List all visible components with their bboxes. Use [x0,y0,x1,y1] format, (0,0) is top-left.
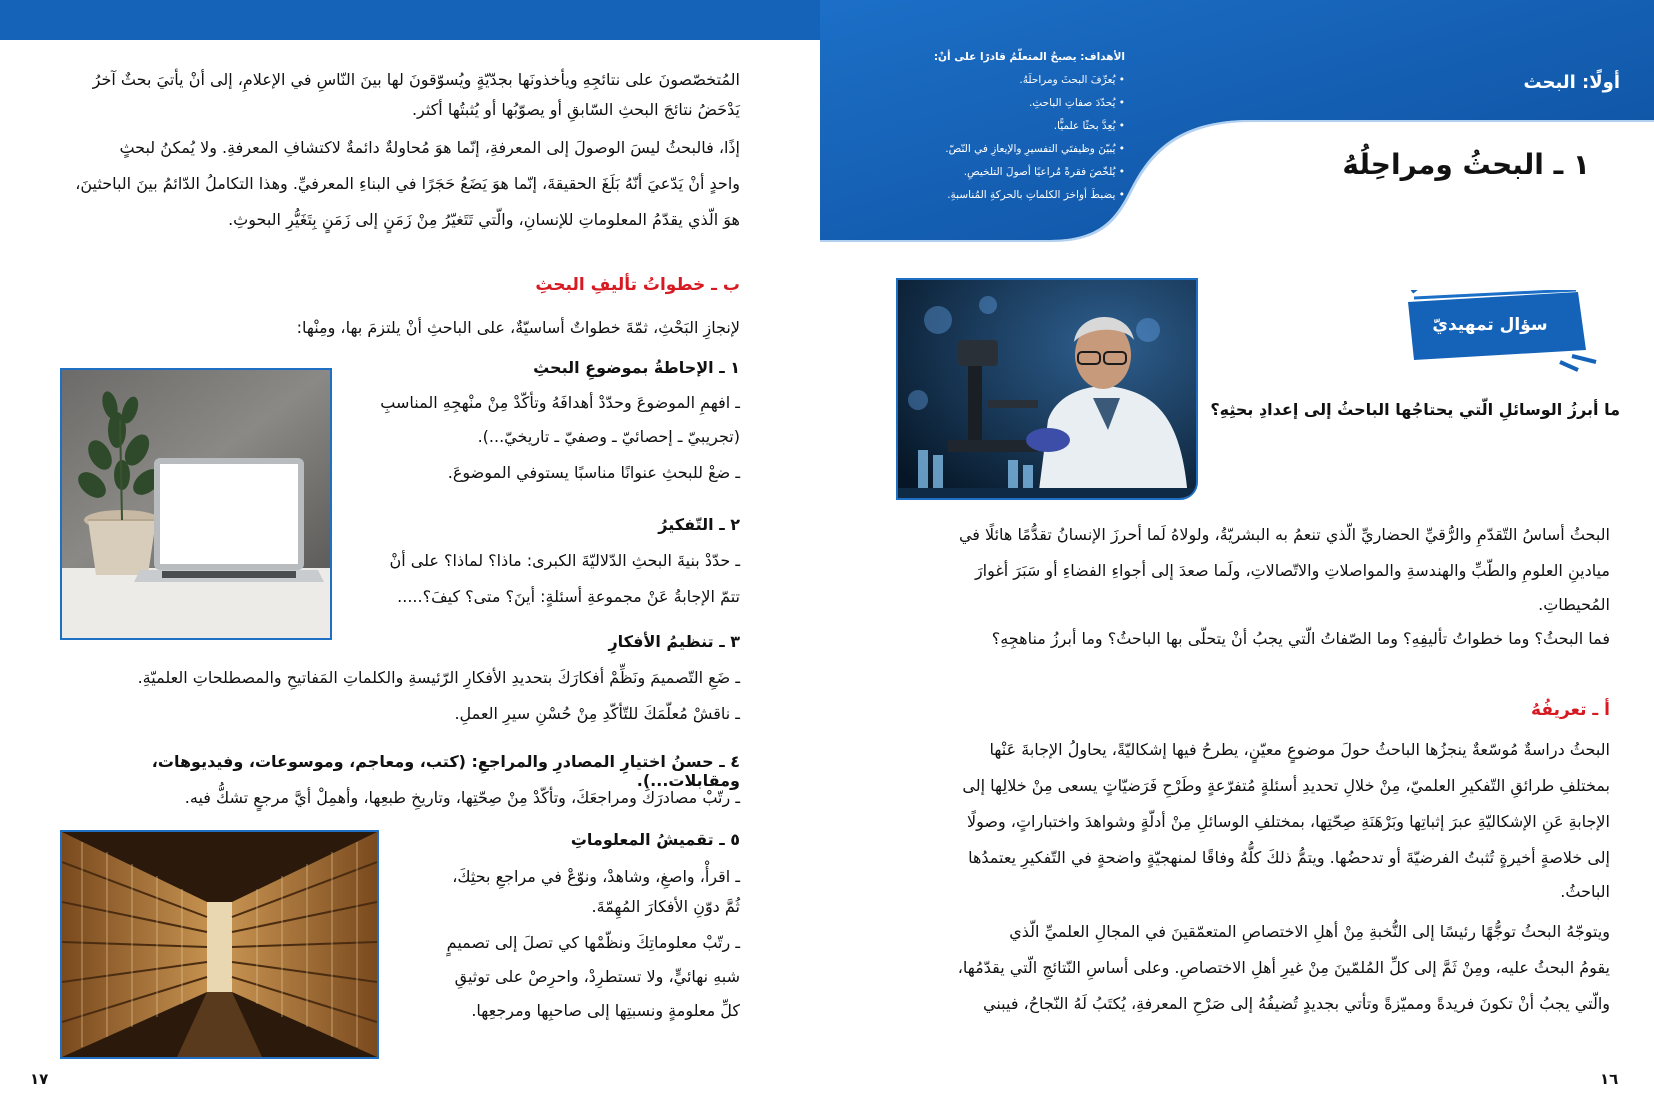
step-2-title: ٢ ـ التّفكيرُ [658,515,740,534]
library-photo [60,830,379,1059]
text-line: بمختلفِ طرائقِ التّفكيرِ العلميّ، مِنْ خلالِ تحديدِ أسئلةٍ مُتفرّعةٍ وطَرْحِ فَرَضيّاتٍ يسعى مِنْ خلالِها إلى [962,776,1610,795]
text-line: إلى خلاصةٍ أخيرةٍ تُثبتُ الفرضيّةَ أو تدحضُها. ويتمُّ ذلكَ كلُّهُ وفاقًا لمنهجيّةٍ واضحةٍ في التّفكيرِ يعتمدُها [968,848,1610,867]
step-1-title: ١ ـ الإحاطةُ بموضوعِ البحثِ [533,358,740,377]
scientist-photo [896,278,1198,500]
text-line: الإجابةِ عَنِ الإشكاليّةِ عبرَ إثباتِها وبَرْهَنَةِ صِحّتِها، بمختلفِ الوسائلِ مِنْ أدلّةٍ وشواهدَ واختباراتٍ، وصولًا [967,812,1610,831]
goal-item: • يُلخّصَ فقرةً مُراعيًا أصولَ التلخيصِ. [963,166,1125,178]
step-4-title: ٤ ـ حسنُ اختيارِ المصادرِ والمراجعِ: (كتب، ومعاجم، وموسوعات، وفيديوهات، ومقابلات...). [151,752,740,790]
step-5-body [385,862,740,1026]
top-blue-strip [0,0,820,40]
text-line: البحثُ دراسةٌ مُوسّعةٌ ينجزُها الباحثُ حولَ موضوعٍ معيّنٍ، يطرحُ فيها إشكاليّةً، يحاولُ الإجابةَ عَنْها [989,740,1610,759]
text-line: واحدٍ أنْ يَدّعيَ أنّهُ بَلَغَ الحقيقةَ، إنّما هوَ يَضَعُ حَجَرًا في البناءِ المعرفيِّ. وهذا التكاملُ الدّائمُ بينَ الباحثينَ، [75,174,740,193]
goals-heading: الأهداف: يصبحُ المتعلّمُ قادرًا على أنْ: [933,51,1125,63]
section-b-title: ب ـ خطواتُ تأليفِ البحثِ [535,275,740,295]
text-line: ويتوجّهُ البحثُ توجُّهًا رئيسًا إلى النُّخبةِ مِنْ أهلِ الاختصاصِ المتعمّقينَ في المجالِ العلميِّ الّذي [1009,922,1610,941]
step-3-body [60,663,740,729]
list-item: ثُمَّ دوّنِ الأفكارَ المُهِمّةَ. [591,897,740,916]
step-4-body [60,783,740,813]
text-line: هوَ الّذي يقدّمُ المعلوماتِ للإنسانِ، والّتي تَتَغيّرُ مِنْ زَمَنٍ إلى زَمَنٍ بِتَغَيُّرِ البحوثِ. [228,210,740,229]
text-line: الباحثُ. [1560,882,1610,901]
library-shelves-illustration [62,832,377,1057]
goal-item: • يُحدّدَ صفاتِ الباحثِ. [1028,97,1125,109]
intro-question: ما أبرزُ الوسائلِ الّتي يحتاجُها الباحثُ إلى إعدادِ بحثِهِ؟ [1210,400,1620,419]
text-line: يَدْحَضُ نتائجَ البحثِ السّابقِ أو يصوّبُها أو يُثبتُها أكثر. [411,100,740,119]
list-item: شبهِ نهائيٍّ، ولا تستطرِدْ، واحرِصْ على توثيقِ [454,967,740,986]
text-line: إذًا، فالبحثُ ليسَ الوصولَ إلى المعرفةِ، إنّما هوَ مُحاولةٌ دائمةٌ لاكتشافِ المعرفةِ. ولا يُمكنُ لبحثٍ [119,138,740,157]
list-item: ـ ناقشْ مُعلّمَكَ للتّأكّدِ مِنْ حُسْنِ سيرِ العملِ. [454,704,740,723]
list-item: ـ حدّدْ بنيةَ البحثِ الدّلاليّةَ الكبرى: ماذا؟ لماذا؟ على أنْ [389,551,740,570]
left-page [0,0,820,1116]
list-item: ـ رتّبْ مصادرَكَ ومراجعَكَ، وتأكّدْ مِنْ صِحّتِها، وتاريخِ طبعِها، وأهمِلْ أيَّ مرجعٍ تشكُّ فيه. [184,788,740,807]
section-a-title: أ ـ تعريفُهُ [1531,700,1610,720]
list-item: ـ ضعْ للبحثِ عنوانًا مناسبًا يستوفي الموضوعَ. [447,463,740,482]
goals-box [880,46,1125,207]
section-b-intro: لإنجازِ البَحْثِ، ثمّةَ خطواتٌ أساسيّةٌ، على الباحثِ أنْ يلتزمَ بها، ومِنْها: [296,318,740,337]
text-line: المُحيطاتِ. [1538,595,1610,614]
step-2-body [345,546,740,612]
text-line: البحثُ أساسُ التّقدّمِ والرُّقيِّ الحضاريِّ الّذي تنعمُ به البشريّةُ، ولولاهُ لَما أحرزَ الإنسانُ تقدُّمًا هائلًا في [958,525,1610,544]
text-line: يقومُ البحثُ عليه، ومِنْ ثَمَّ إلى كلِّ المُلمّينَ مِنْ غيرِ أهلِ الاختصاصِ. وعلى أساسِ النّتائجِ الّتي يقدّمُها، [957,958,1610,977]
goal-item: • يضبطَ أواخرَ الكلماتِ بالحركةِ المُناسبةِ. [947,189,1125,201]
list-item: ـ اقرأْ، واصغِ، وشاهدْ، ونوّعْ في مراجعِ بحثِكَ، [452,867,740,886]
left-intro [70,65,740,235]
badge-label: سؤال تمهيديّ [1432,315,1548,335]
goal-item: • يُبيّنَ وظيفتَي التفسيرِ والإيعازِ في النّصّ. [945,143,1125,155]
step-1-body [345,388,740,488]
step-5-title: ٥ ـ تقميشُ المعلوماتِ [570,830,740,849]
right-intro [880,520,1610,654]
text-line: المُتخصّصونَ على نتائجِهِ ويأخذونَها بجدّيّةٍ ويُسوّقونَ لها بينَ النّاسِ في الإعلامِ، إلى أنْ يأتيَ بحثٌ آخرُ [92,70,740,89]
list-item: ـ افهمِ الموضوعَ وحدّدْ أهدافَهُ وتأكّدْ مِنْ منْهجِهِ المناسبِ [380,393,740,412]
text-line: ميادينِ العلومِ والطّبِّ والهندسةِ والمواصلاتِ والاتّصالاتِ، ولَما صعدَ إلى أجواءِ الفضاءِ أو سَبَرَ أغوارَ [974,561,1610,580]
goal-item: • يُعِدَّ بحثًا علميًّا. [1053,120,1125,132]
laptop-photo [60,368,332,640]
list-item: تتمّ الإجابةُ عَنْ مجموعةِ أسئلةٍ: أينَ؟ متى؟ كيفَ؟..... [397,587,740,606]
text-line: فما البحثُ؟ وما خطواتُ تأليفِهِ؟ وما الصّفاتُ الّتي يجبُ أنْ يتحلّى بها الباحثُ؟ وما أبرزُ مناهجِهِ؟ [991,629,1610,648]
laptop-illustration [62,370,330,638]
list-item: كلِّ معلومةٍ ونسبتِها إلى صاحبِها ومرجعِها. [471,1001,740,1020]
goal-item: • يُعرِّفَ البحثَ ومراحلَهُ. [1019,74,1125,86]
text-line: والّتي يجبُ أنْ تكونَ فريدةً ومميّزةً وتأتي بجديدٍ تُضيفُهُ إلى صَرْحِ المعرفةِ، يُكتَبُ لَهُ النّجاحُ، فيبني [983,994,1610,1013]
scientist-microscope-illustration [898,280,1196,498]
list-item: ـ ضَعِ التّصميمَ ونَظِّمْ أفكارَكَ بتحديدِ الأفكارِ الرّئيسةِ والكلماتِ المَفاتيحِ والمصطلحاتِ العلميّةِ. [137,668,740,687]
step-3-title: ٣ ـ تنظيمُ الأفكارِ [608,632,740,651]
section-label: أولًا: البحث [1523,72,1620,93]
right-page [820,0,1654,1116]
page-number-left: ١٧ [30,1070,49,1088]
main-title: ١ ـ البحثُ ومراحِلُهُ [1342,148,1590,181]
list-item: (تجريبيّ ـ إحصائيّ ـ وصفيّ ـ تاريخيّ...). [477,427,740,446]
page-number-right: ١٦ [1600,1070,1619,1088]
definition-paragraph [880,735,1610,1019]
list-item: ـ رتّبْ معلوماتِكَ ونظّمْها كي تصلَ إلى تصميمٍ [446,933,740,952]
